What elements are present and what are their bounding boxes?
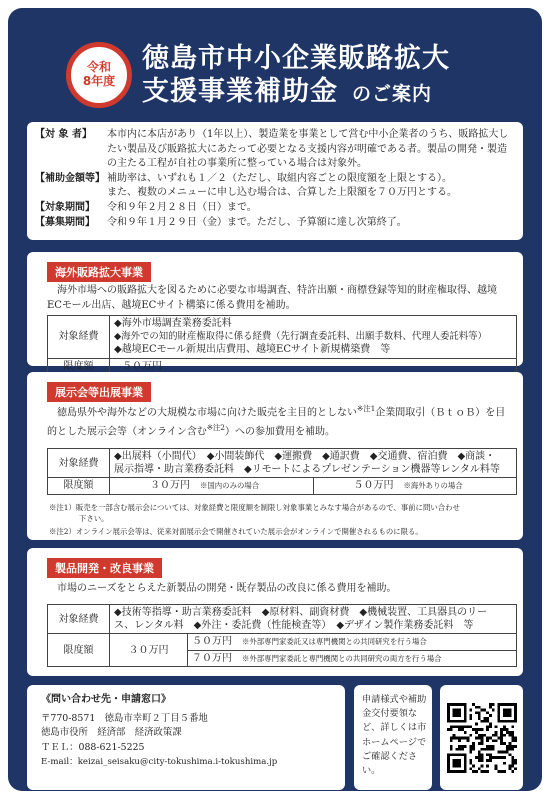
- section-product-dev: [27, 548, 523, 676]
- flyer-header: [8, 8, 542, 120]
- section-exhibition-table: [47, 448, 517, 495]
- section-overseas: [27, 252, 523, 372]
- limit-overseas-value: ５０万円: [353, 480, 394, 492]
- amount-label: 【補助金額等】: [35, 172, 105, 184]
- section-exhibition-desc: [47, 402, 507, 440]
- limit-tier-b: [188, 650, 517, 666]
- limit-tier-a: [188, 634, 517, 650]
- flyer-frame: [8, 8, 542, 791]
- limit-label: 限度額: [48, 478, 110, 494]
- title-line-2: [142, 75, 450, 111]
- contact-panel: [27, 685, 345, 790]
- recruit-label: 【募集期間】: [35, 216, 95, 228]
- period-row: [35, 201, 515, 216]
- badge-year: 8年度: [82, 74, 116, 88]
- cost-label: 対象経費: [48, 316, 110, 359]
- section-product-dev-title: 製品開発・改良事業: [47, 558, 162, 578]
- contact-title: 《問い合わせ先・申請窓口》: [41, 694, 171, 705]
- cost-item: ◆海外市場調査業務委託料: [114, 318, 232, 329]
- limit-domestic-value: ３０万円: [150, 480, 190, 492]
- desc-part: ）への参加費用を補助。: [225, 426, 335, 438]
- cost-line: 展示指導・助言業務委託料 ◆リモートによるプレゼンテーション機器等レンタル料等: [114, 464, 500, 476]
- title-line-1: 徳島市中小企業販路拡大: [142, 43, 450, 74]
- note-1-cont: 下さい。: [79, 514, 109, 523]
- limit-value: ５０万円: [110, 358, 517, 374]
- limit-base: ３０万円: [110, 634, 188, 666]
- note-ref: ※注2: [206, 423, 225, 433]
- overview-panel: [27, 122, 523, 240]
- cost-items: [110, 449, 517, 478]
- target-label: 【対 象 者】: [35, 129, 92, 140]
- contact-tel: ＴＥＬ：088-621-5225: [41, 741, 145, 753]
- contact-address: 〒770-8571 徳島市幸町２丁目５番地: [41, 712, 208, 724]
- badge-era: 令和: [86, 60, 111, 75]
- target-text: 本市内に本店があり（1年以上）、製造業を事業として営む中小企業者のうち、販路拡大したい製品及び販路拡大にあたって必要となる支援内容が明確である者。製品の開発・製造の主たる工程が自社の事業所に整っている場合は対象外。: [107, 129, 509, 170]
- note-2: ※注2）オンライン展示会等は、従来対面展示会で開催されていた展示会がオンラインで開催されるものに限る。: [49, 527, 423, 536]
- cost-item: ◆海外での知的財産権取得に係る経費（先行調査委託料、出願手数料、代理人委託料等）: [114, 331, 487, 343]
- note-ref: ※注1: [357, 404, 376, 413]
- period-label: 【対象期間】: [35, 201, 95, 213]
- target-row: [35, 128, 515, 172]
- amount-text-2: また、複数のメニューに申し込む場合は、合算した上限額を７０万円とする。: [107, 187, 457, 199]
- section-product-dev-desc: 市場のニーズをとらえた新製品の開発・既存製品の改良に係る費用を補助。: [57, 583, 397, 594]
- cost-line: ◆技術等指導・助言業務委託料 ◆原材料、副資材費 ◆機械装置、工具器具のリー: [114, 607, 488, 618]
- cost-line: ◆出展料（小間代） ◆小間装飾代 ◆運搬費 ◆通訳費 ◆交通費、宿泊費 ◆商談・: [114, 451, 496, 462]
- section-overseas-title: 海外販路拡大事業: [47, 262, 151, 282]
- amount-text: 補助率は、いずれも１／２（ただし、取組内容ごとの限度額を上限とする）。: [107, 172, 452, 184]
- section-overseas-table: [47, 315, 517, 375]
- desc-part: 企業間取引（ＢｔｏＢ）を目的とした展示会等（オンライン含む: [47, 407, 506, 438]
- limit-overseas-note: ※海外ありの場合: [403, 481, 463, 491]
- apply-info-panel: 申請様式や補助金交付要領など、詳しくは市ホームページでご確認ください。: [354, 685, 432, 790]
- limit-a-value: ５０万円: [192, 636, 232, 648]
- limit-domestic-note: ※国内のみの場合: [200, 481, 260, 491]
- page-title: [142, 42, 450, 111]
- contact-email[interactable]: E-mail：keizai_seisaku@city-tokushima.i-tokushima.jp: [41, 757, 278, 768]
- limit-label: 限度額: [48, 358, 110, 374]
- limit-b-note: ※外部専門家委託と専門機関との共同研究の両方を行う場合: [242, 653, 442, 663]
- amount-row: [35, 172, 515, 187]
- cost-line: ス、レンタル料 ◆外注・委託費（性能検査等） ◆デザイン製作業務委託料 等: [114, 620, 474, 632]
- contact-office: 徳島市役所 経済部 経済政策課: [41, 727, 182, 739]
- note-1: ※注1）販売を一部含む展示会については、対象経費と限度額を制限し対象事業とみなす場合があるので、事前に問い合わせ: [49, 503, 460, 512]
- recruit-text: 令和９年１月２９日（金）まで。ただし、予算額に達し次第終了。: [107, 216, 407, 228]
- limit-overseas: [313, 478, 517, 494]
- year-badge: [66, 42, 132, 108]
- section-exhibition: [27, 372, 523, 540]
- cost-item: ◆越境ECモール新規出店費用、越境ECサイト新規構築費 等: [114, 344, 391, 356]
- cost-label: 対象経費: [48, 605, 110, 634]
- qr-code-icon[interactable]: [447, 703, 517, 773]
- qr-panel: [440, 685, 523, 790]
- limit-label: 限度額: [48, 634, 110, 666]
- section-product-dev-table: [47, 604, 517, 667]
- limit-b-value: ７０万円: [192, 652, 232, 664]
- limit-domestic: [110, 478, 314, 494]
- cost-label: 対象経費: [48, 449, 110, 478]
- section-overseas-desc: 海外市場への販路拡大を図るために必要な市場調査、特許出願・商標登録等知的財産権取得、越境ECモール出店、越境ECサイト構築に係る費用を補助。: [47, 285, 497, 311]
- desc-part: 徳島県外や海外などの大規模な市場に向けた販売を主目的としない: [57, 407, 357, 419]
- section-exhibition-title: 展示会等出展事業: [47, 382, 151, 402]
- recruit-row: [35, 216, 515, 231]
- title-suffix: のご案内: [352, 83, 433, 105]
- title-line-2-main: 支援事業補助金: [142, 76, 338, 107]
- cost-items: [110, 605, 517, 634]
- cost-items: [110, 316, 517, 359]
- limit-a-note: ※外部専門家委託又は専門機関との共同研究を行う場合: [242, 637, 427, 647]
- period-text: 令和９年２月２８日（日）まで。: [107, 201, 257, 213]
